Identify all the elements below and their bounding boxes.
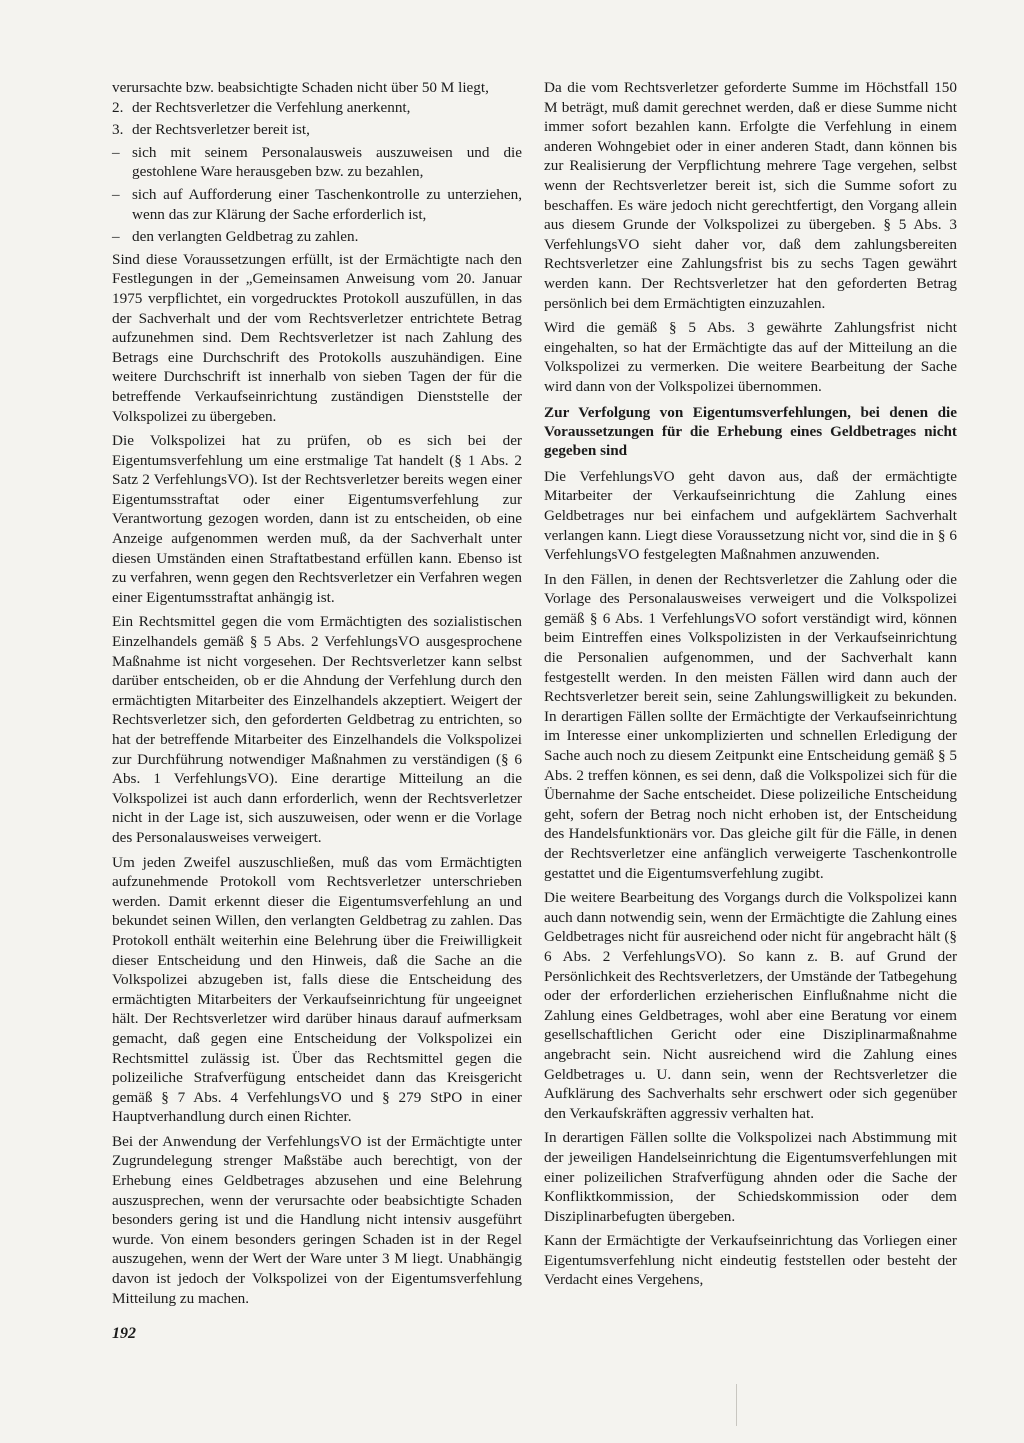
list-marker: 2. bbox=[112, 98, 124, 116]
list-item-text: der Rechtsverletzer die Verfehlung anerkennt, bbox=[132, 98, 411, 116]
list-item-text: den verlangten Geldbetrag zu zahlen. bbox=[132, 228, 359, 246]
right-column bbox=[544, 78, 957, 1295]
paragraph: Die weitere Bearbeitung des Vorgangs durch die Volkspolizei kann auch dann notwendig sein, wenn der Ermächtigte die Zahlung eines Geldbetrages nicht für ausreichend oder nicht für angebracht hält (§ 6 Abs. 2 VerfehlungsVO). So kann z. B. auf Grund der Persönlichkeit des Rechtsverletzers, der Umstände der Tatbegehung oder der erforderlichen erzieherischen Einflußnahme nicht die Zahlung eines Geldbetrages, wohl aber eine Beratung vor einem gesellschaftlichen Gericht oder eine Disziplinarmaßnahme angebracht sein. Nicht ausreichend wird die Zahlung eines Geldbetrages u. U. dann sein, wenn der Rechtsverletzer die Aufklärung des Sachverhalts sehr erschwert oder sich gegenüber den Verkaufskräften aggressiv verhalten hat. bbox=[544, 889, 957, 1122]
list-item bbox=[112, 98, 522, 118]
page-number: 192 bbox=[112, 1325, 136, 1342]
paragraph: Wird die gemäß § 5 Abs. 3 gewährte Zahlungsfrist nicht eingehalten, so hat der Ermächtigte das auf der Mitteilung an die Volkspolizei zu vermerken. Die weitere Bearbeitung der Sache wird dann von der Volkspolizei übernommen. bbox=[544, 319, 957, 395]
paragraph: Bei der Anwendung der VerfehlungsVO ist der Ermächtigte unter Zugrundelegung strenger Maßstäbe auch berechtigt, von der Erhebung eines Geldbetrages abzusehen und eine Belehrung auszusprechen, wenn der verursachte oder beabsichtigte Schaden besonders gering ist und die Handlung nicht intensiv ausgeführt wurde. Von einem besonders geringen Schaden ist in der Regel auszugehen, wenn der Wert der Ware unter 3 M liegt. Unabhängig davon ist jedoch der Volkspolizei von der Eigentumsverfehlung Mitteilung zu machen. bbox=[112, 1132, 522, 1307]
paragraph: Um jeden Zweifel auszuschließen, muß das vom Ermächtigten aufzunehmende Protokoll vom Rechtsverletzer unterschrieben werden. Damit erkennt dieser die Eigentumsverfehlung an und bekundet seinen Willen, den verlangten Geldbetrag zu zahlen. Das Protokoll enthält weiterhin eine Belehrung über die Freiwilligkeit dieser Entscheidung und den Hinweis, daß die Sache an die Volkspolizei abzugeben ist, falls diese die Entscheidung des ermächtigten Mitarbeiters der Verkaufseinrichtung für ungeeignet hält. Der Rechtsverletzer wird darüber hinaus darauf aufmerksam gemacht, daß gegen eine Entscheidung der Volkspolizei ein Rechtsmittel zulässig ist. Über das Rechtsmittel gegen die polizeiliche Strafverfügung entscheidet dann das Kreisgericht gemäß § 7 Abs. 4 VerfehlungsVO und § 279 StPO in einer Hauptverhandlung durch einen Richter. bbox=[112, 853, 522, 1126]
section-heading: Zur Verfolgung von Eigentumsverfehlungen, bei denen die Voraussetzungen für die Erhebung eines Geldbetrages nicht gegeben sind bbox=[544, 403, 957, 460]
list-item bbox=[112, 143, 522, 182]
paragraph: Da die vom Rechtsverletzer geforderte Summe im Höchstfall 150 M beträgt, muß damit gerechnet werden, daß er diese Summe nicht immer sofort bezahlen kann. Erfolgte die Verfehlung in einem anderen Wohngebiet oder in einer anderen Stadt, dann können bis zur Realisierung der Verpflichtung mehrere Tage vergehen, selbst wenn der Rechtsverletzer bereit ist, sich die Summe sofort zu beschaffen. Es wäre jedoch nicht gerechtfertigt, den Vorgang allein aus diesem Grunde der Volkspolizei zu übergeben. § 5 Abs. 3 VerfehlungsVO sieht daher vor, daß dem zahlungsbereiten Rechtsverletzer eine Zahlungsfrist bis zu sechs Tagen gewährt werden kann. Der Rechtsverletzer hat den geforderten Betrag persönlich bei dem Ermächtigten einzuzahlen. bbox=[544, 79, 957, 312]
list-marker: 3. bbox=[112, 121, 124, 139]
list-item-text: der Rechtsverletzer bereit ist, bbox=[132, 121, 310, 139]
paragraph: Kann der Ermächtigte der Verkaufseinrichtung das Vorliegen einer Eigentumsverfehlung nicht eindeutig feststellen oder besteht der Verdacht eines Vergehens, bbox=[544, 1232, 957, 1289]
list-marker: – bbox=[112, 228, 120, 246]
list-marker: – bbox=[112, 185, 120, 203]
list-item-text: sich mit seinem Personalausweis auszuweisen und die gestohlene Ware herausgeben bzw. zu bezahlen, bbox=[132, 143, 522, 181]
paragraph: In den Fällen, in denen der Rechtsverletzer die Zahlung oder die Vorlage des Personalausweises verweigert und die Volkspolizei gemäß § 6 Abs. 1 VerfehlungsVO sofort verständigt wird, können beim Eintreffen eines Volkspolizisten in der Verkaufseinrichtung die Personalien aufgenommen, und der Sachverhalt kann festgestellt werden. In den meisten Fällen wird dann auch der Rechtsverletzer bereit sein, seine Zahlungswilligkeit zu bekunden. In derartigen Fällen sollte der Ermächtigte der Verkaufseinrichtung im Interesse einer unkomplizierten und schnellen Erledigung der Sache auch noch zu diesem Zeitpunkt eine Entscheidung gemäß § 5 Abs. 2 treffen können, es sei denn, daß die Volkspolizei sich für die Übernahme der Sache entscheidet. Diese polizeiliche Entscheidung geht, sofern der Betrag noch nicht erhoben ist, der Entscheidung des Handelsfunktionärs vor. Das gleiche gilt für die Fälle, in denen der Rechtsverletzer eine anfänglich verweigerte Taschenkontrolle gestattet und die Eigentumsverfehlung zugibt. bbox=[544, 570, 957, 882]
list-item bbox=[112, 227, 522, 247]
paragraph: Ein Rechtsmittel gegen die vom Ermächtigten des sozialistischen Einzelhandels gemäß § 5 Abs. 2 VerfehlungsVO ausgesprochene Maßnahme ist nicht vorgesehen. Der Rechtsverletzer kann selbst darüber entscheiden, ob er die Ahndung der Verfehlung durch den ermächtigten Mitarbeiter des Einzelhandels akzeptiert. Weigert der Rechtsverletzer sich, den geforderten Geldbetrag zu entrichten, so hat der betreffende Mitarbeiter des Einzelhandels die Volkspolizei zur Durchführung notwendiger Maßnahmen zu verständigen (§ 6 Abs. 1 VerfehlungsVO). Eine derartige Mitteilung an die Volkspolizei ist auch dann erforderlich, wenn der Rechtsverletzer nicht in der Lage ist, sich auszuweisen, oder wenn er die Vorlage des Personalausweises verweigert. bbox=[112, 613, 522, 846]
paragraph: Sind diese Voraussetzungen erfüllt, ist der Ermächtigte nach den Festlegungen in der „Gemeinsamen Anweisung vom 20. Januar 1975 verpflichtet, ein vorgedrucktes Protokoll auszufüllen, in das der Sachverhalt und der vom Rechtsverletzer entrichtete Betrag aufzunehmen sind. Dem Rechtsverletzer ist nach Zahlung des Betrags eine Durchschrift des Protokolls auszuhändigen. Eine weitere Durchschrift ist innerhalb von sieben Tagen der für die betreffende Verkaufseinrichtung zuständigen Dienststelle der Volkspolizei zu übergeben. bbox=[112, 250, 522, 425]
scan-mark bbox=[736, 1384, 737, 1426]
paragraph: verursachte bzw. beabsichtigte Schaden nicht über 50 M liegt, bbox=[112, 79, 489, 96]
left-column bbox=[112, 78, 522, 1313]
list-item bbox=[112, 120, 522, 140]
list-marker: – bbox=[112, 143, 120, 161]
list-item-text: sich auf Aufforderung einer Taschenkontrolle zu unterziehen, wenn das zur Klärung der Sache erforderlich ist, bbox=[132, 185, 522, 223]
paragraph: Die VerfehlungsVO geht davon aus, daß der ermächtigte Mitarbeiter der Verkaufseinrichtung die Zahlung eines Geldbetrages nur bei einfachem und aufgeklärtem Sachverhalt verlangen kann. Liegt diese Voraussetzung nicht vor, sind die in § 6 VerfehlungsVO festgelegten Maßnahmen anzuwenden. bbox=[544, 467, 957, 564]
paragraph: In derartigen Fällen sollte die Volkspolizei nach Abstimmung mit der jeweiligen Handelseinrichtung die Eigentumsverfehlungen mit einer polizeilichen Strafverfügung ahnden oder die Sache der Konfliktkommission, der Schiedskommission oder dem Disziplinarbefugten übergeben. bbox=[544, 1129, 957, 1225]
list-item bbox=[112, 185, 522, 224]
paragraph: Die Volkspolizei hat zu prüfen, ob es sich bei der Eigentumsverfehlung um eine erstmalige Tat handelt (§ 1 Abs. 2 Satz 2 VerfehlungsVO). Ist der Rechtsverletzer bereits wegen einer Eigentumsstraftat oder einer Eigentumsverfehlung zur Verantwortung gezogen worden, dann ist zu entscheiden, ob eine Anzeige aufgenommen werden muß, da der Sachverhalt unter diesen Umständen einen Straftatbestand erfüllen kann. Ebenso ist zu verfahren, wenn gegen den Rechtsverletzer ein Verfahren wegen einer Eigentumsstraftat anhängig ist. bbox=[112, 432, 523, 606]
